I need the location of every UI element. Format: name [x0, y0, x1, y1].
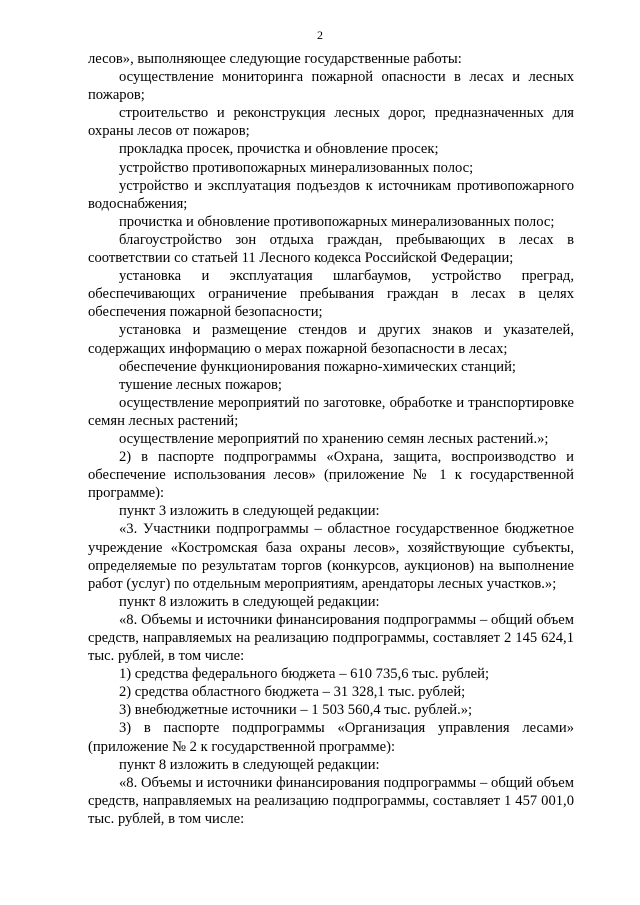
paragraph: 2) средства областного бюджета – 31 328,1 тыс. рублей;: [119, 684, 466, 701]
page-number: 2: [317, 28, 323, 42]
paragraph: установка и эксплуатация шлагбаумов, устройство преград, обеспечивающих ограничение пребывания граждан в лесах в целях обеспечения пожарной безопасности;: [88, 268, 574, 321]
paragraph: пункт 8 изложить в следующей редакции:: [119, 593, 380, 610]
paragraph: «3. Участники подпрограммы – областное государственное бюджетное учреждение «Костромская база охраны лесов», хозяйствующие субъекты, определяемые по результатам торгов (конкурсов, аукционов) на выполнение работ (услуг) по отдельным мероприятиям, арендаторы лесных участков.»;: [88, 521, 574, 592]
paragraph: тушение лесных пожаров;: [119, 376, 282, 393]
paragraph: «8. Объемы и источники финансирования подпрограммы – общий объем средств, направляемых на реализацию подпрограммы, составляет 1 457 001,0 тыс. рублей, в том числе:: [88, 774, 574, 827]
paragraph: осуществление мероприятий по хранению семян лесных растений.»;: [119, 430, 549, 447]
paragraph: благоустройство зон отдыха граждан, пребывающих в лесах в соответствии со статьей 11 Лесного кодекса Российской Федерации;: [88, 231, 574, 267]
paragraph: обеспечение функционирования пожарно-химических станций;: [119, 358, 516, 375]
paragraph: устройство и эксплуатация подъездов к источникам противопожарного водоснабжения;: [88, 177, 574, 212]
paragraph: осуществление мониторинга пожарной опасности в лесах и лесных пожаров;: [88, 69, 574, 104]
paragraph: пункт 8 изложить в следующей редакции:: [119, 756, 380, 773]
paragraph: пункт 3 изложить в следующей редакции:: [119, 503, 380, 520]
document-body: [88, 50, 574, 828]
paragraph: прочистка и обновление противопожарных минерализованных полос;: [119, 213, 555, 230]
paragraph: лесов», выполняющее следующие государственные работы:: [88, 51, 462, 67]
paragraph: строительство и реконструкция лесных дорог, предназначенных для охраны лесов от пожаров;: [88, 105, 574, 140]
paragraph: 1) средства федерального бюджета – 610 735,6 тыс. рублей;: [119, 666, 490, 683]
paragraph: установка и размещение стендов и других знаков и указателей, содержащих информацию о мерах пожарной безопасности в лесах;: [88, 322, 574, 357]
paragraph: устройство противопожарных минерализованных полос;: [119, 159, 474, 176]
paragraph: осуществление мероприятий по заготовке, обработке и транспортировке семян лесных растений;: [88, 394, 574, 429]
paragraph: 3) внебюджетные источники – 1 503 560,4 тыс. рублей.»;: [119, 702, 473, 719]
paragraph: прокладка просек, прочистка и обновление просек;: [119, 141, 439, 158]
paragraph: 2) в паспорте подпрограммы «Охрана, защита, воспроизводство и обеспечение использования лесов» (приложение № 1 к государственной программе):: [88, 449, 574, 502]
paragraph: «8. Объемы и источники финансирования подпрограммы – общий объем средств, направляемых на реализацию подпрограммы, составляет 2 145 624,1 тыс. рублей, в том числе:: [88, 611, 574, 665]
paragraph: 3) в паспорте подпрограммы «Организация управления лесами» (приложение № 2 к государственной программе):: [88, 720, 574, 755]
